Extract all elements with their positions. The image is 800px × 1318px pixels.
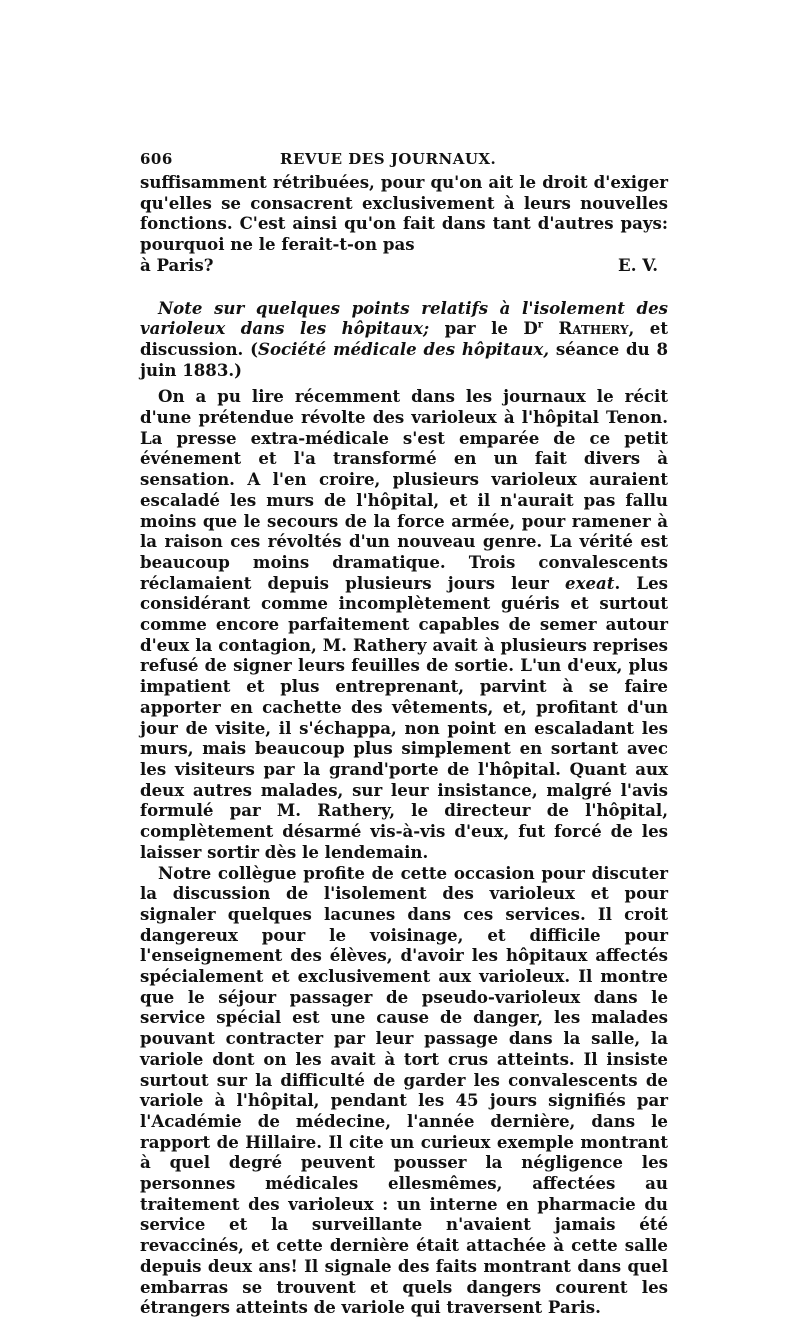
running-header [140,150,668,168]
exeat-term: exeat [565,572,615,593]
article-body [140,172,668,1318]
note-discussion: , et discussion. ( [140,318,668,359]
author-initials: E. V. [618,254,658,275]
note-author: Rathery [558,318,629,339]
paragraph-revolt-part-b: . Les considérant comme incomplètement guéris et surtout comme encore parfaitement capables de semer autour d'eux la contagion, M. Rathery avait à plusieurs reprises refusé de signer leurs feuilles de sortie. L'un d'eux, plus impatient et plus entreprenant, parvint à se faire apporter en cachette des vêtements, et, profitant d'un jour de visite, il s'échappa, non point en escaladant les murs, mais beaucoup plus simplement en sortant avec les visiteurs par la grand'porte de l'hôpital. Quant aux deux autres malades, sur leur insistance, malgré l'avis formulé par M. Rathery, le directeur de l'hôpital, complètement désarmé vis-à-vis d'eux, fut forcé de les laisser sortir dès le lendemain. [140,572,668,862]
note-society: Société médicale des hôpitaux, [257,338,550,359]
paragraph-isolation [140,863,668,1318]
note-title: Note sur quelques points relatifs à l'isolement des varioleux dans les hôpitaux; [140,297,668,339]
paragraph-isolation-text: Notre collègue profite de cette occasion pour discuter la discussion de l'isolement des varioleux et pour signaler quelques lacunes dans ces services. Il croit dangereux pour le voisinage, et difficile pour l'enseignement des élèves, d'avoir les hôpitaux affectés spécialement et exclusivement aux varioleux. Il montre que le séjour passager de pseudo-varioleux dans le service spécial est une cause de danger, les malades pouvant contracter par leur passage dans la salle, la variole dont on les avait à tort crus atteints. Il insiste surtout sur la difficulté de garder les convalescents de variole à l'hôpital, pendant les 45 jours signifiés par l'Académie de médecine, l'année dernière, dans le rapport de Hillaire. Il cite un curieux exemple montrant à quel degré peuvent pousser la négligence les personnes médicales ellesmêmes, affectées au traitement des varioleux : un interne en pharmacie du service et la surveillante n'avaient jamais été revaccinés, et cette dernière était attachée à cette salle depuis deux ans! Il signale des faits montrant dans quel embarras se trouvent et quels dangers courent les étrangers atteints de variole qui traversent Paris. [140,862,668,1318]
page-number: 606 [140,150,173,168]
journal-page [140,150,668,1318]
paragraph-revolt-part-a: On a pu lire récemment dans les journaux le récit d'une prétendue révolte des varioleux à l'hôpital Tenon. La presse extra-médicale s'est emparée de ce petit événement et l'a transformé en un fait divers à sensation. A l'en croire, plusieurs varioleux auraient escaladé les murs de l'hôpital, et il n'aurait pas fallu moins que le secours de la force armée, pour ramener à la raison ces révoltés d'un nouveau genre. La vérité est beaucoup moins dramatique. Trois convalescents réclamaient depuis plusieurs jours leur [140,386,668,593]
previous-article-text [140,172,668,255]
previous-article-continuation: suffisamment rétribuées, pour qu'on ait le droit d'exiger qu'elles se consacrent exclusivement à leurs nouvelles fonctions. C'est ainsi qu'on fait dans tant d'autres pays: pourquoi ne le ferait-t-on pas [140,172,668,255]
previous-article-last-line: à Paris? [140,254,214,275]
note-by: par le D [444,318,538,339]
note-by-superscript: r [537,319,544,331]
journal-title: REVUE DES JOURNAUX. [280,150,497,168]
note-session: séance du 8 juin 1883.) [140,338,668,380]
previous-article-signoff [140,255,668,276]
note-heading [140,298,668,381]
paragraph-revolt [140,386,668,862]
